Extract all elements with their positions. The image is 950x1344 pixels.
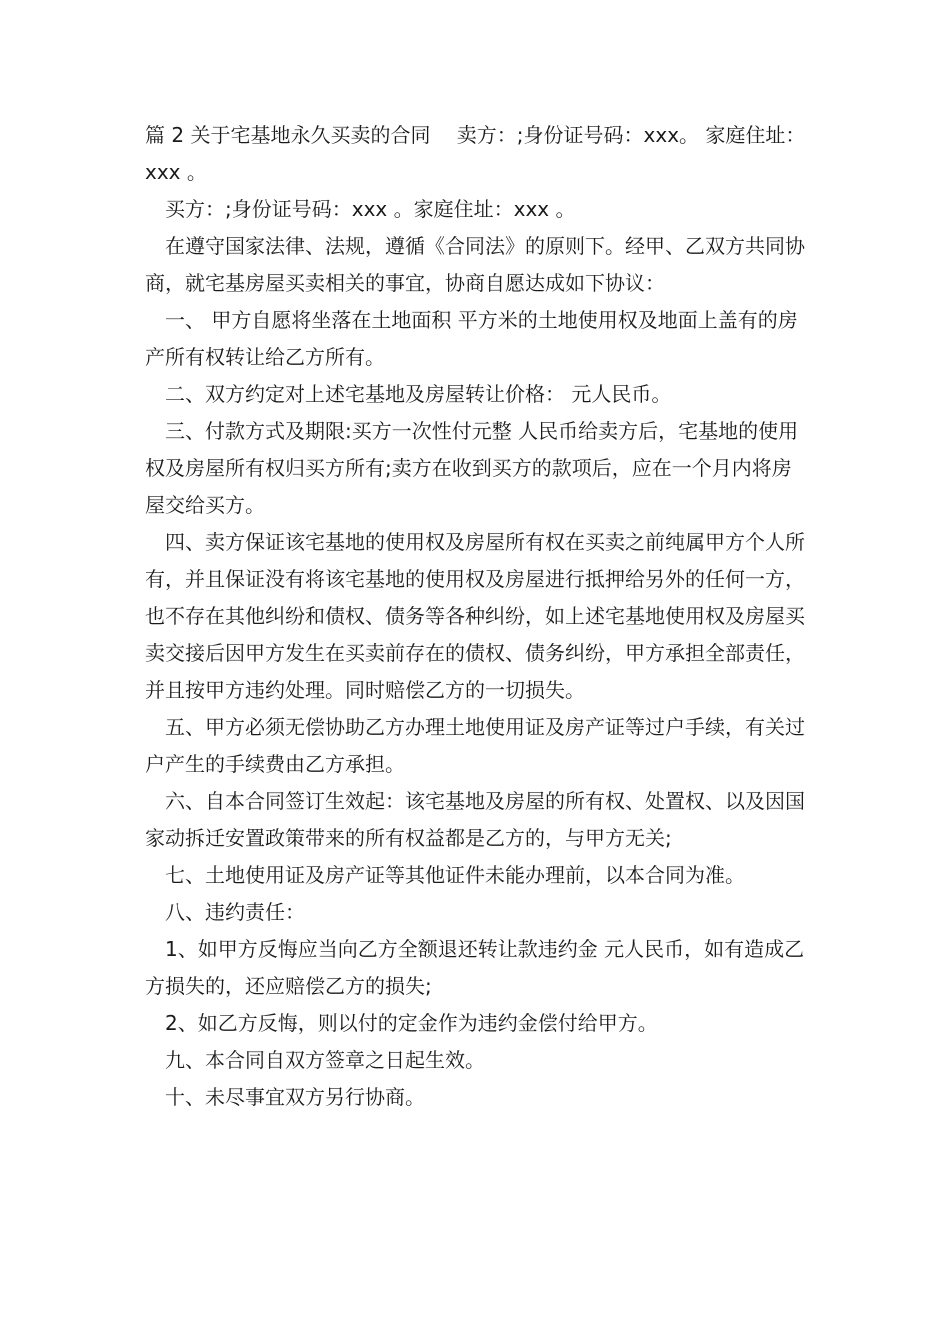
contract-heading-paragraph: 篇 2 关于宅基地永久买卖的合同 卖方：;身份证号码：xxx。 家庭住址：xxx 。 <box>145 123 806 184</box>
clause-5: 五、甲方必须无偿协助乙方办理土地使用证及房产证等过户手续，有关过户产生的手续费由乙方承担。 <box>145 715 805 776</box>
clause-4: 四、卖方保证该宅基地的使用权及房屋所有权在买卖之前纯属甲方个人所有，并且保证没有将该宅基地的使用权及房屋进行抵押给另外的任何一方，也不存在其他纠纷和债权、债务等各种纠纷，如上述宅基地使用权及房屋买卖交接后因甲方发生在买卖前存在的债权、债务纠纷，甲方承担全部责任，并且按甲方违约处理。同时赔偿乙方的一切损失。 <box>145 530 805 702</box>
clause-10: 十、未尽事宜双方另行协商。 <box>165 1085 425 1109</box>
clause-6: 六、自本合同签订生效起：该宅基地及房屋的所有权、处置权、以及因国家动拆迁安置政策带来的所有权益都是乙方的，与甲方无关; <box>145 789 805 850</box>
clause-2: 二、双方约定对上述宅基地及房屋转让价格： 元人民币。 <box>165 382 672 406</box>
contract-body <box>145 117 810 1116</box>
clause-9: 九、本合同自双方签章之日起生效。 <box>165 1048 485 1072</box>
clause-8: 八、违约责任： <box>165 900 305 924</box>
clause-3: 三、付款方式及期限:买方一次性付元整 人民币给卖方后，宅基地的使用权及房屋所有权归买方所有;卖方在收到买方的款项后，应在一个月内将房屋交给买方。 <box>145 419 799 517</box>
clause-8-item-1: 1、如甲方反悔应当向乙方全额退还转让款违约金 元人民币，如有造成乙方损失的，还应赔偿乙方的损失; <box>145 937 805 998</box>
clause-1: 一、 甲方自愿将坐落在土地面积 平方米的土地使用权及地面上盖有的房产所有权转让给乙方所有。 <box>145 308 798 369</box>
preamble-paragraph: 在遵守国家法律、法规，遵循《合同法》的原则下。经甲、乙双方共同协商，就宅基房屋买卖相关的事宜，协商自愿达成如下协议： <box>145 234 805 295</box>
clause-7: 七、土地使用证及房产证等其他证件未能办理前，以本合同为准。 <box>165 863 745 887</box>
clause-8-item-2: 2、如乙方反悔，则以付的定金作为违约金偿付给甲方。 <box>165 1011 658 1035</box>
buyer-paragraph: 买方：;身份证号码：xxx 。家庭住址：xxx 。 <box>165 197 576 221</box>
